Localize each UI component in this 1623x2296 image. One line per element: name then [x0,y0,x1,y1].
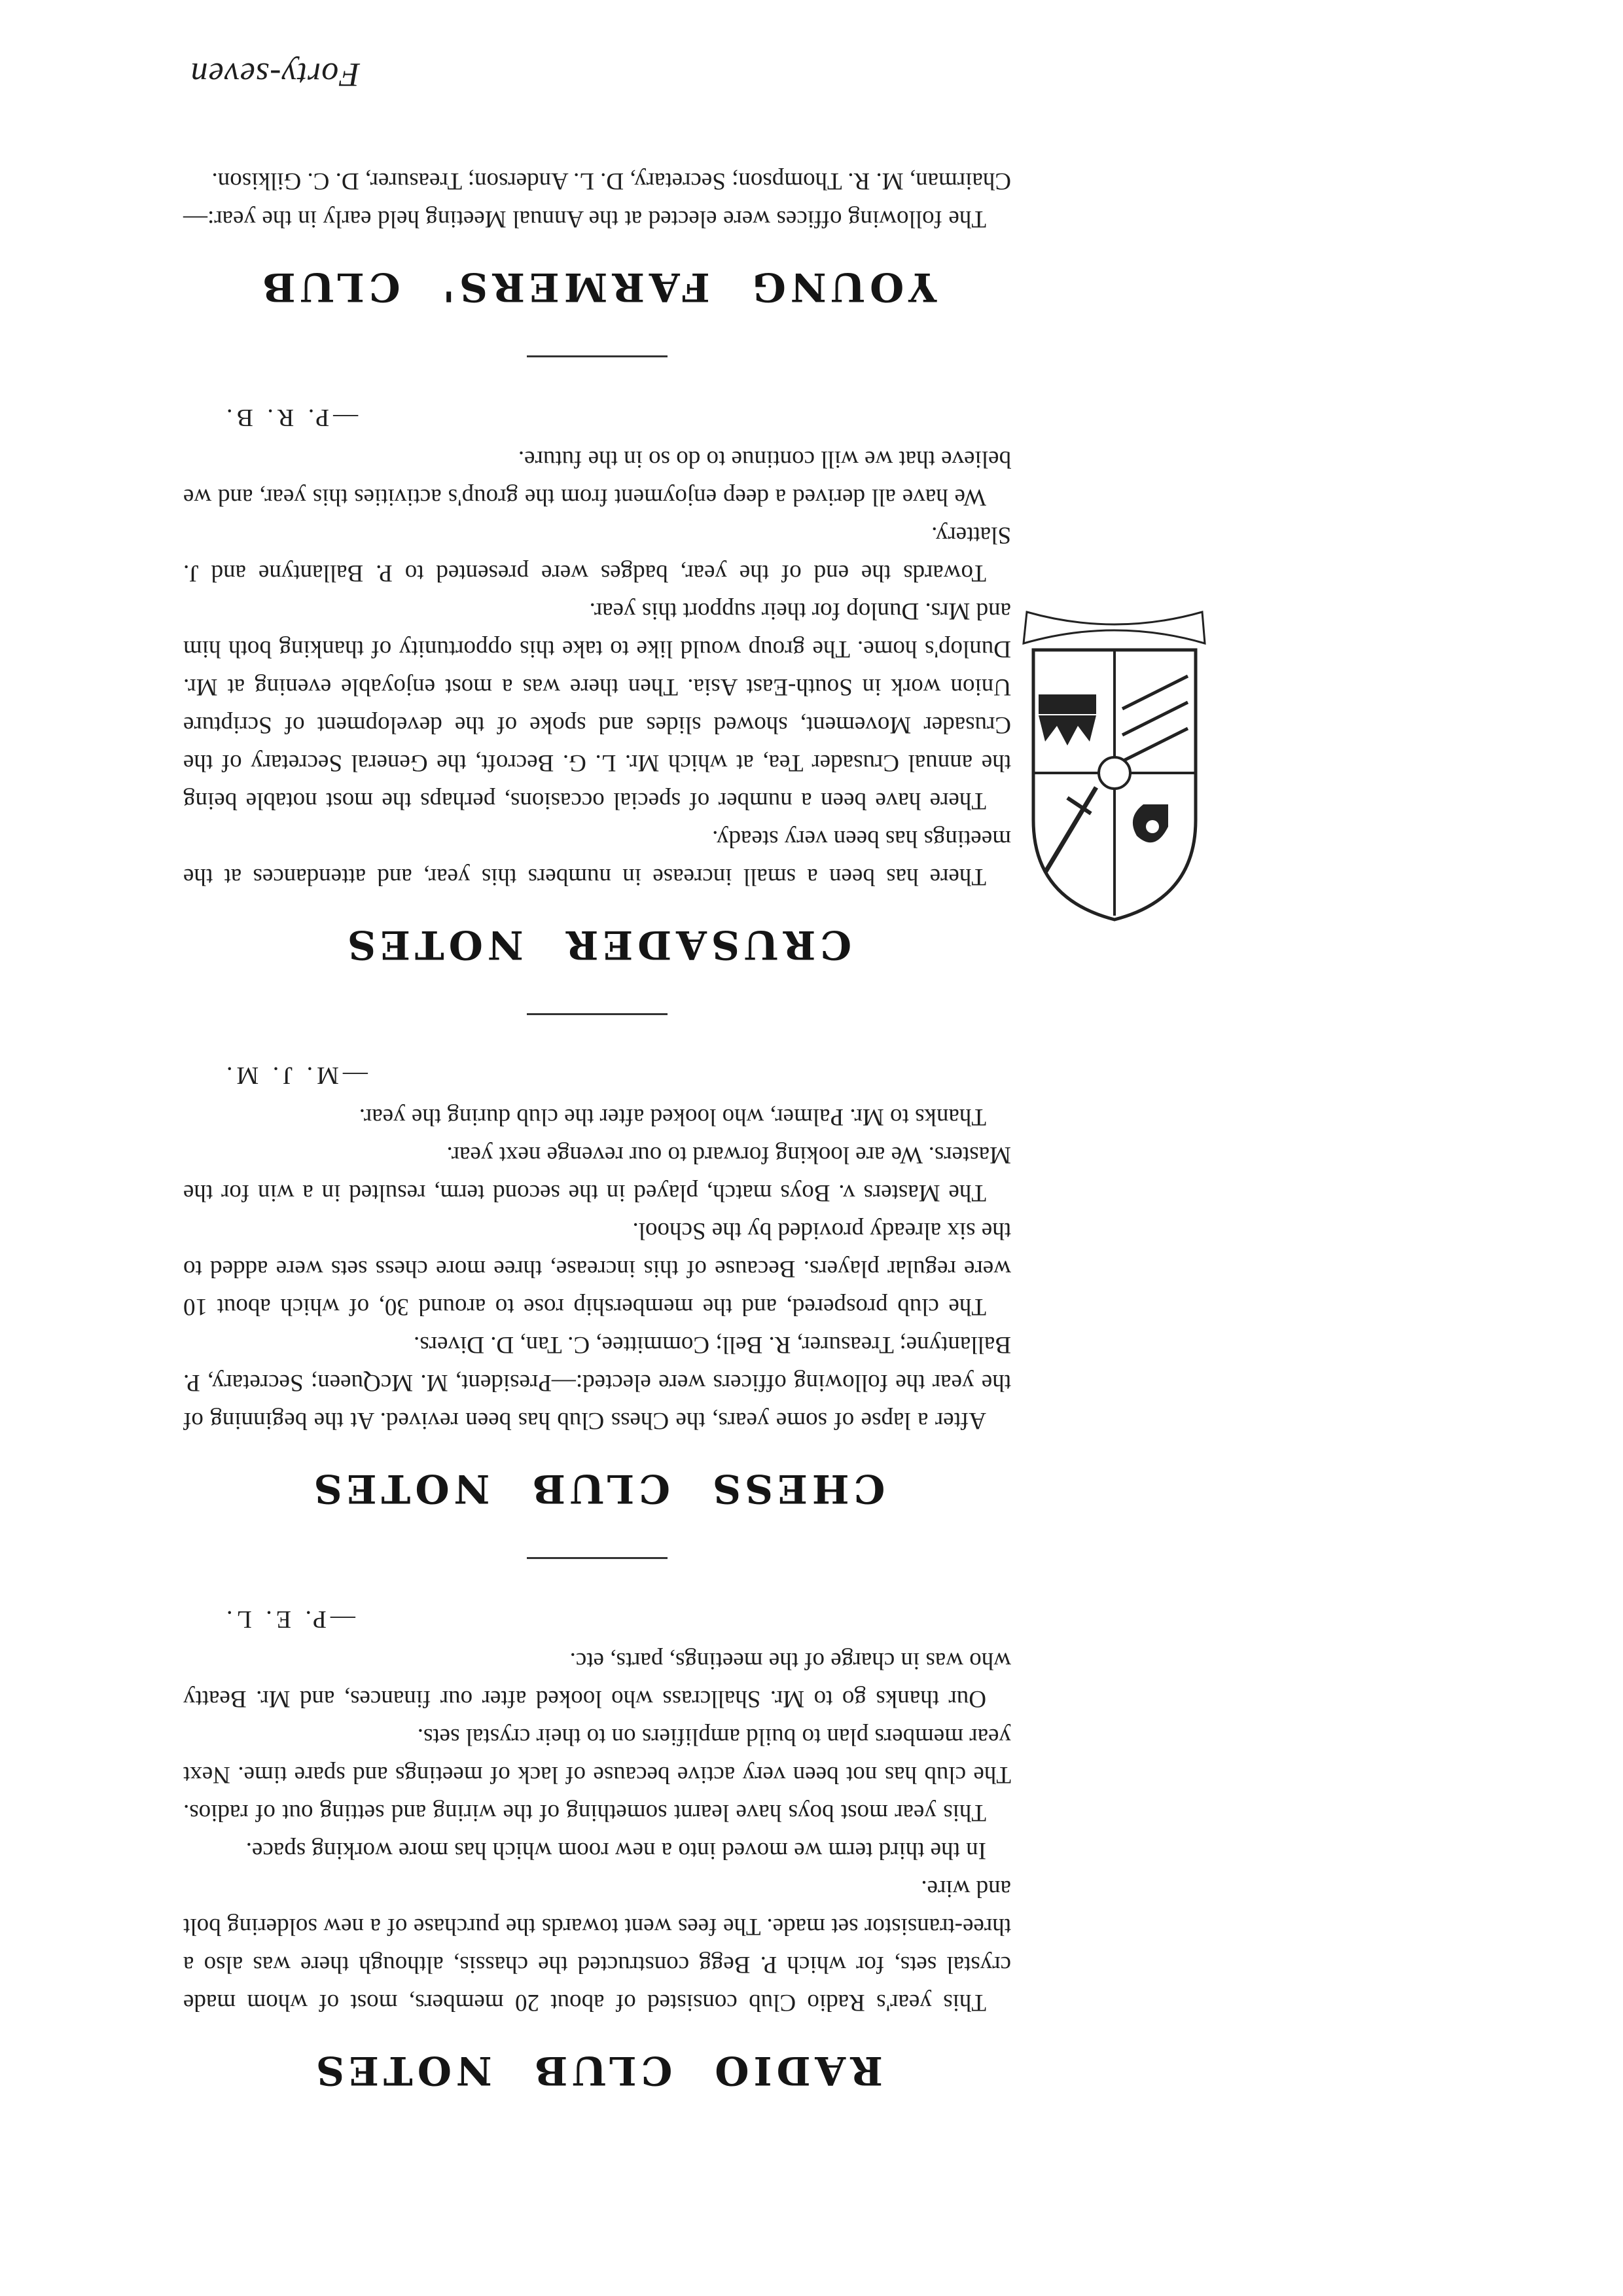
section-heading: CHESS CLUB NOTES [309,1465,885,1511]
paragraph: There has been a small increase in numbers this year, and attendances at the meetings has been very steady. [183,825,1011,890]
paragraph: After a lapse of some years, the Chess Club has been revived. At the beginning of the year the following officers were elected:—President, M. McQueen; Secretary, P. Ballantyne; Treasurer, R. Bell; Committee, C. Tan, D. Divers. [183,1331,1011,1434]
paragraph: Towards the end of the year, badges were presented to P. Ballantyne and J. Slattery. [183,522,1011,586]
radio-club-section [183,1605,1011,2093]
content-column [183,162,1011,2093]
section-divider [527,1013,668,1015]
signature: —P. R. B. [223,404,359,431]
paragraph: There have been a number of special occasions, perhaps the most notable being the annual Crusader Tea, at which Mr. L. G. Becroft, the General Secretary of the Crusader Movement, showed slides and spoke of the development of Scripture Union work in South-East Asia. Then there was a most enjoyable evening at Mr. Dunlop's home. The group would like to take this opportunity of thanking both him and Mrs. Dunlop for their support this year. [183,598,1011,814]
section-heading: RADIO CLUB NOTES [311,2047,883,2093]
young-farmers-section [183,162,1011,310]
chess-club-section [183,1061,1011,1511]
paragraph: We have all derived a deep enjoyment from the group's activities this year, and we believe that we will continue to do so in the future. [183,446,1011,511]
crusader-crest-icon [1021,611,1207,925]
section-divider [527,355,668,357]
section-heading: YOUNG FARMERS' CLUB [257,264,937,310]
paragraph: This year's Radio Club consisted of about 20 members, most of whom made crystal sets, for which P. Begg constructed the chassis, although there was also a three-transistor set made. The fees went towards the purchase of a new soldering bolt and wire. [183,1875,1011,2016]
page-number: Forty-seven [190,56,360,93]
paragraph: Our thanks go to Mr. Shallcrass who looked after our finances, and Mr. Beatty who was in charge of the meetings, parts, etc. [183,1647,1011,1712]
crusader-section [183,403,1011,967]
paragraph: This year most boys have learnt something of the wiring and setting out of radios. The club has not been very active because of lack of meetings and spare time. Next year members plan to build amplifiers on to their crystal sets. [183,1723,1011,1826]
paragraph: The Masters v. Boys match, played in the second term, resulted in a win for the Masters. We are looking forward to our revenge next year. [183,1141,1011,1206]
section-heading: CRUSADER NOTES [342,922,852,967]
paragraph: The following offices were elected at the Annual Meeting held early in the year:—Chairman, M. R. Thompson; Secretary, D. L. Anderson; Treasurer, D. C. Gilkison. [183,168,1011,232]
paragraph: Thanks to Mr. Palmer, who looked after the club during the year. [359,1103,986,1130]
signature: —M. J. M. [223,1062,368,1089]
paragraph: The club prospered, and the membership rose to around 30, of which about 10 were regular players. Because of this increase, three more chess sets were added to the six already provided by the School. [183,1217,1011,1320]
paragraph: In the third term we moved into a new room which has more working space. [245,1837,986,1864]
signature: —P. E. L. [223,1605,355,1633]
section-divider [527,1557,668,1559]
